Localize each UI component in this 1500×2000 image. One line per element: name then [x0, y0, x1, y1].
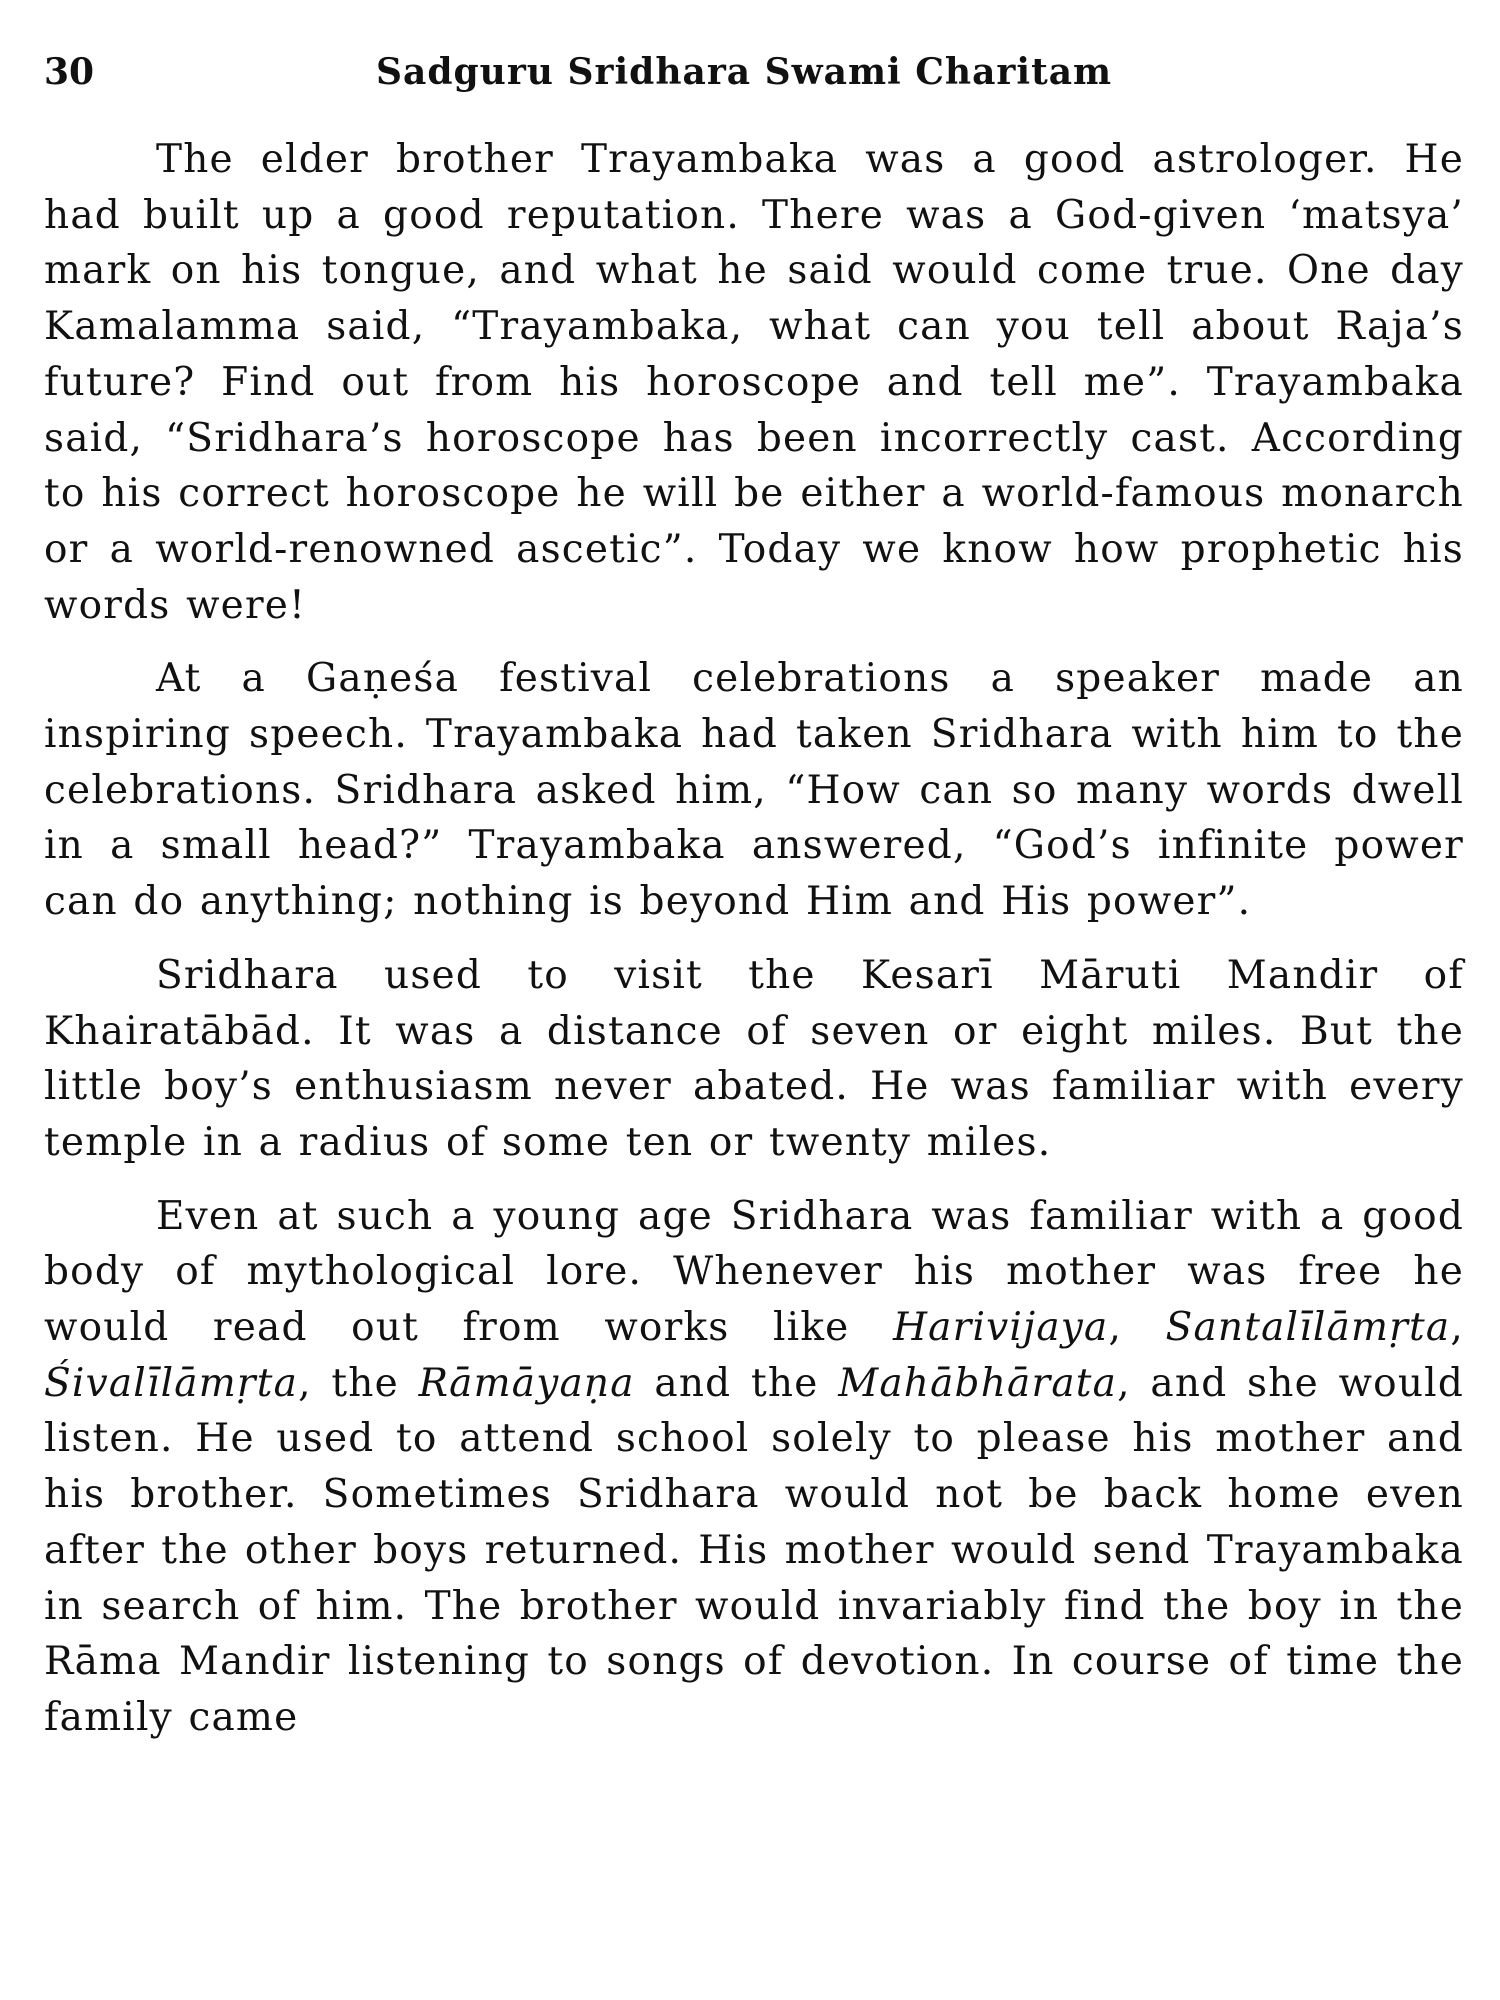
- paragraph-1: [44, 132, 1464, 633]
- paragraph-3-text: Sridhara used to visit the Kesarī Māruti Mandir of Khairatābād. It was a distance of seven or eight miles. But the little boy’s enthusiasm never abated. He was familiar with every temple in a radius of some ten or twenty miles.: [44, 952, 1464, 1165]
- work-title-sivalilamrta: Śivalīlāmṛta: [44, 1360, 299, 1406]
- page-body: [44, 132, 1464, 1746]
- paragraph-4-text: Even at such a young age Sridhara was familiar with a good body of mythological lore. Whenever his mother was free he would read out from works like: [44, 1193, 1464, 1351]
- page-header: [44, 42, 1464, 102]
- paragraph-4-text: , the: [298, 1360, 419, 1406]
- work-title-ramayana: Rāmāyaṇa: [418, 1360, 635, 1406]
- running-title: Sadguru Sridhara Swami Charitam: [376, 51, 1113, 93]
- page-number: 30: [44, 51, 95, 93]
- work-title-mahabharata: Mahābhārata: [838, 1360, 1118, 1406]
- paragraph-2-text: At a Gaṇeśa festival celebrations a speaker made an inspiring speech. Trayambaka had taken Sridhara with him to the celebrations. Sridhara asked him, “How can so many words dwell in a small head?” Trayambaka answered, “God’s infinite power can do anything; nothing is beyond Him and His power”.: [44, 656, 1464, 925]
- paragraph-4-text: ,: [1108, 1305, 1166, 1351]
- work-title-harivijaya: Harivijaya: [892, 1305, 1109, 1351]
- paragraph-1-text: The elder brother Trayambaka was a good astrologer. He had built up a good reputation. There was a God-given ‘matsya’ mark on his tongue, and what he said would come true. One day Kamalamma said, “Trayambaka, what can you tell about Raja’s future? Find out from his horoscope and tell me”. Trayambaka said, “Sridhara’s horoscope has been incorrectly cast. According to his correct horoscope he will be either a world-famous monarch or a world-renowned ascetic”. Today we know how prophetic his words were!: [44, 137, 1464, 628]
- paragraph-2: [44, 651, 1464, 930]
- paragraph-4: [44, 1189, 1464, 1746]
- book-page: [44, 42, 1464, 1764]
- paragraph-3: [44, 948, 1464, 1171]
- work-title-santalilamrta: Santalīlāmṛta: [1165, 1305, 1451, 1351]
- paragraph-4-text: , and she would listen. He used to attend school solely to please his mother and his brother. Sometimes Sridhara would not be back home even after the other boys returned. His mother would send Trayambaka in search of him. The brother would invariably find the boy in the Rāma Mandir listening to songs of devotion. In course of time the family came: [44, 1360, 1464, 1740]
- paragraph-4-text: ,: [1450, 1305, 1464, 1351]
- paragraph-4-text: and the: [634, 1360, 839, 1406]
